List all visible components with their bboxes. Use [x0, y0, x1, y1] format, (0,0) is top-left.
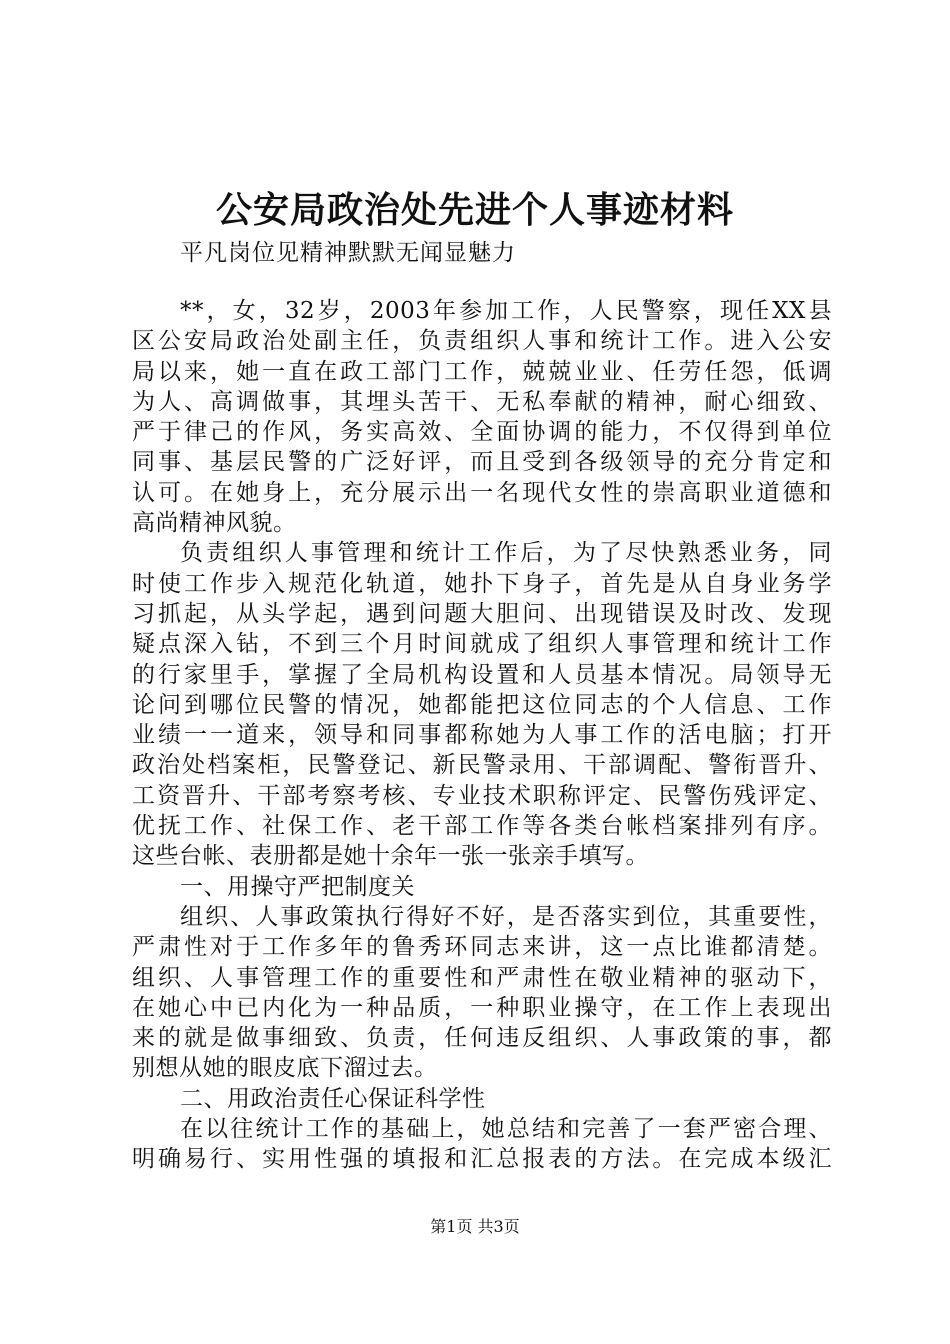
text-line: 工资晋升、干部考察考核、专业技术职称评定、民警伤残评定、 [132, 782, 832, 809]
text-line: 论问到哪位民警的情况，她都能把这位同志的个人信息、工作 [132, 691, 832, 718]
text-line: 来的就是做事细致、负责，任何违反组织、人事政策的事，都 [132, 1025, 832, 1052]
text-line: 在她心中已内化为一种品质，一种职业操守，在工作上表现出 [132, 994, 832, 1021]
text-line: 明确易行、实用性强的填报和汇总报表的方法。在完成本级汇 [132, 1146, 832, 1173]
text-line: **，女，32岁，2003年参加工作，人民警察，现任XX县 [180, 298, 832, 324]
text-line: 严于律己的作风，务实高效、全面协调的能力，不仅得到单位 [132, 419, 832, 446]
page-footer: 第1页 共3页 [430, 1217, 520, 1236]
text-line: 组织、人事政策执行得好不好，是否落实到位，其重要性， [180, 903, 832, 930]
text-line: 严肃性对于工作多年的鲁秀环同志来讲，这一点比谁都清楚。 [132, 934, 832, 961]
text-line: 的行家里手，掌握了全局机构设置和人员基本情况。局领导无 [132, 661, 832, 688]
text-line: 疑点深入钻，不到三个月时间就成了组织人事管理和统计工作 [132, 631, 832, 658]
text-line: 同事、基层民警的广泛好评，而且受到各级领导的充分肯定和 [132, 449, 832, 476]
text-line: 政治处档案柜，民警登记、新民警录用、干部调配、警衔晋升、 [132, 752, 832, 779]
text-line: 时使工作步入规范化轨道，她扑下身子，首先是从自身业务学 [132, 570, 832, 597]
section-heading: 一、用操守严把制度关 [180, 873, 415, 900]
page-title: 公安局政治处先进个人事迹材料 [215, 189, 734, 231]
page-subtitle: 平凡岗位见精神默默无闻显魅力 [180, 240, 516, 266]
text-line: 认可。在她身上，充分展示出一名现代女性的崇高职业道德和 [132, 479, 832, 506]
text-line: 组织、人事管理工作的重要性和严肃性在敬业精神的驱动下， [132, 964, 832, 991]
text-line: 区公安局政治处副主任，负责组织人事和统计工作。进入公安 [132, 328, 832, 355]
section-heading: 二、用政治责任心保证科学性 [180, 1085, 486, 1112]
text-line: 习抓起，从头学起，遇到问题大胆问、出现错误及时改、发现 [132, 600, 832, 627]
text-line: 优抚工作、社保工作、老干部工作等各类台帐档案排列有序。 [132, 813, 832, 840]
text-line: 高尚精神风貌。 [132, 510, 297, 537]
text-line: 在以往统计工作的基础上，她总结和完善了一套严密合理、 [180, 1116, 832, 1143]
text-line: 这些台帐、表册都是她十余年一张一张亲手填写。 [132, 843, 649, 870]
text-line: 局以来，她一直在政工部门工作，兢兢业业、任劳任怨，低调 [132, 358, 832, 385]
text-line: 别想从她的眼皮底下溜过去。 [132, 1055, 438, 1082]
text-line: 为人、高调做事，其埋头苦干、无私奉献的精神，耐心细致、 [132, 388, 832, 415]
text-line: 负责组织人事管理和统计工作后，为了尽快熟悉业务，同 [180, 540, 832, 567]
document-body [132, 296, 832, 1175]
text-line: 业绩一一道来，领导和同事都称她为人事工作的活电脑；打开 [132, 722, 832, 749]
